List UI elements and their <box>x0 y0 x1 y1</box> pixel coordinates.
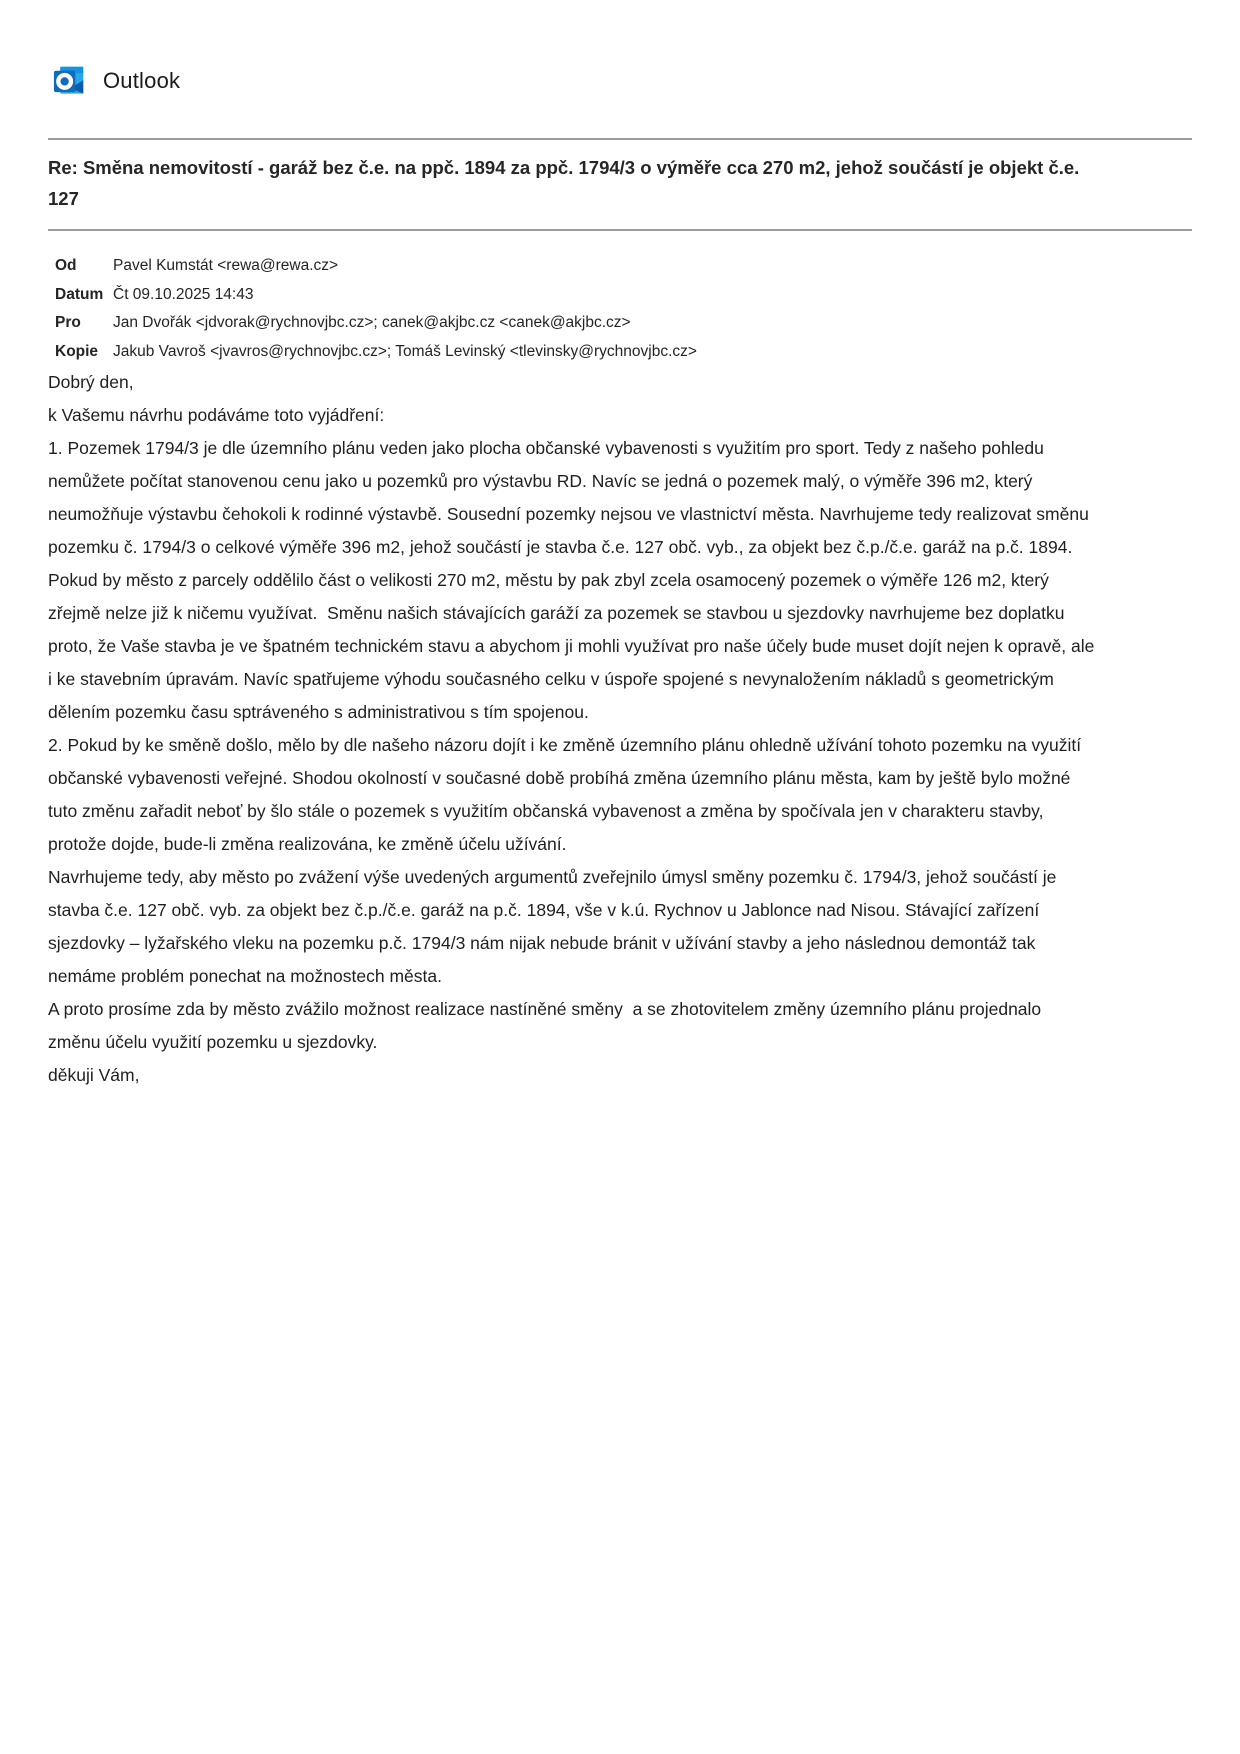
date-label: Datum <box>55 285 104 303</box>
date-value: Čt 09.10.2025 14:43 <box>113 285 254 303</box>
app-name: Outlook <box>103 68 181 93</box>
body-paragraph: 2. Pokud by ke směně došlo, mělo by dle našeho názoru dojít i ke změně územního plánu ohledně užívání tohoto pozemku na využití občanské vybavenosti veřejné. Shodou okolností v současné době probíhá změna územního plánu města, kam by ještě bylo možné tuto změnu zařadit neboť by šlo stále o pozemek s využitím občanská vybavenost a změna by spočívala jen v charakteru stavby, protože dojde, bude-li změna realizována, ke změně účelu užívání. <box>48 735 1087 855</box>
closing-text: děkuji Vám, <box>48 1065 140 1086</box>
divider-below-subject <box>48 229 1192 231</box>
body-paragraph: 1. Pozemek 1794/3 je dle územního plánu veden jako plocha občanské vybavenosti s využitím pro sport. Tedy z našeho pohledu nemůžete počítat stanovenou cenu jako u pozemků pro výstavbu RD. Navíc se jedná o pozemek malý, o výměře 396 m2, který neumožňuje výstavbu čehokoli k rodinné výstavbě. Sousední pozemky nejsou ve vlastnictví města. Navrhujeme tedy realizovat směnu pozemku č. 1794/3 o celkové výměře 396 m2, jehož součástí je stavba č.e. 127 obč. vyb., za objekt bez č.p./č.e. garáž na p.č. 1894. Pokud by město z parcely oddělilo část o velikosti 270 m2, městu by pak zbyl zcela osamocený pozemek o výměře 126 m2, který zřejmě nelze již k ničemu využívat. Směnu našich stávajících garáží za pozemek se stavbou u sjezdovky navrhujeme bez doplatku proto, že Vaše stavba je ve špatném technickém stavu a abychom ji mohli využívat pro naše účely bude muset dojít nejen k opravě, ale i ke stavebním úpravám. Navíc spatřujeme výhodu současného celku v úspoře spojené s nevynaložením nákladů s geometrickým dělením pozemku času sptráveného s administrativou s tím spojenou. <box>48 438 1100 723</box>
body-paragraph: A proto prosíme zda by město zvážilo možnost realizace nastíněné směny a se zhotovitelem změny územního plánu projednalo změnu účelu využití pozemku u sjezdovky. <box>48 999 1047 1053</box>
from-value: Pavel Kumstát <rewa@rewa.cz> <box>113 257 339 275</box>
cc-label: Kopie <box>55 342 99 360</box>
outlook-logo-icon <box>50 62 88 100</box>
intro-text: k Vašemu návrhu podáváme toto vyjádření: <box>48 405 385 426</box>
email-meta-block <box>48 252 1192 366</box>
email-subject: Re: Směna nemovitostí - garáž bez č.e. na ppč. 1894 za ppč. 1794/3 o výměře cca 270 m2, jehož součástí je objekt č.e. 127 <box>48 157 1080 209</box>
app-header <box>50 62 1192 100</box>
meta-row-date <box>48 281 1192 310</box>
meta-row-from <box>48 252 1192 281</box>
divider-above-subject <box>48 138 1192 140</box>
cc-value: Jakub Vavroš <jvavros@rychnovjbc.cz>; Tomáš Levinský <tlevinsky@rychnovjbc.cz> <box>113 342 697 360</box>
to-value: Jan Dvořák <jdvorak@rychnovjbc.cz>; canek@akjbc.cz <canek@akjbc.cz> <box>113 314 631 332</box>
greeting-text: Dobrý den, <box>48 372 134 393</box>
meta-row-cc <box>48 338 1192 367</box>
meta-row-to <box>48 309 1192 338</box>
to-label: Pro <box>55 314 81 332</box>
from-label: Od <box>55 257 77 275</box>
email-body <box>48 366 1098 1092</box>
body-paragraph: Navrhujeme tedy, aby město po zvážení výše uvedených argumentů zveřejnilo úmysl směny pozemku č. 1794/3, jehož součástí je stavba č.e. 127 obč. vyb. za objekt bez č.p./č.e. garáž na p.č. 1894, vše v k.ú. Rychnov u Jablonce nad Nisou. Stávající zařízení sjezdovky – lyžařského vleku na pozemku p.č. 1794/3 nám nijak nebude bránit v užívání stavby a jeho následnou demontáž tak nemáme problém ponechat na možnostech města. <box>48 867 1062 987</box>
